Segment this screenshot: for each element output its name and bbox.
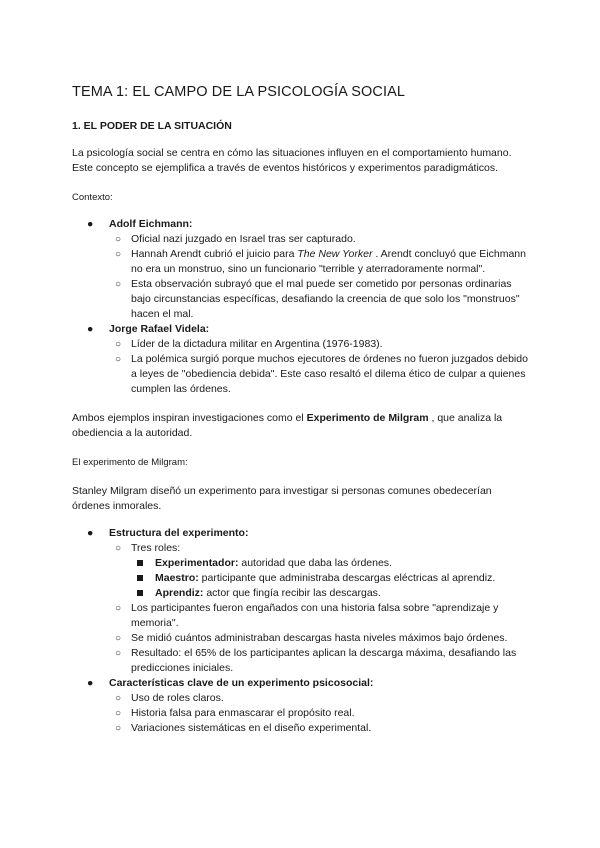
page-title: TEMA 1: EL CAMPO DE LA PSICOLOGÍA SOCIAL xyxy=(72,84,406,100)
list-item xyxy=(109,337,532,352)
role-item xyxy=(131,586,532,601)
item-text: Historia falsa para enmascarar el propósito real. xyxy=(131,707,355,719)
item-text: Variaciones sistemáticas en el diseño experimental. xyxy=(131,722,372,734)
bullet-circle-icon: ○ xyxy=(115,603,122,614)
bullet-disc-icon: ● xyxy=(87,323,94,335)
videla-name: Jorge Rafael Videla: xyxy=(109,323,210,335)
list-item xyxy=(109,646,532,676)
milgram-intro: Stanley Milgram diseñó un experimento para investigar si personas comunes obedecerían órdenes inmorales. xyxy=(72,485,492,512)
bullet-square-icon xyxy=(137,590,143,596)
list-item xyxy=(109,277,532,322)
bullet-disc-icon: ● xyxy=(87,527,94,539)
item-text: La polémica surgió porque muchos ejecutores de órdenes no fueron juzgados debido a leyes de "obediencia debida". Este caso resaltó el dilema ético de culpar a quienes cumplen las órdenes. xyxy=(131,353,528,395)
bullet-circle-icon: ○ xyxy=(115,354,122,365)
role-name: Experimentador: xyxy=(155,557,239,569)
bullet-circle-icon: ○ xyxy=(115,693,122,704)
summary-paragraph xyxy=(72,411,532,441)
videla-sublist xyxy=(109,337,532,397)
item-text: Líder de la dictadura militar en Argentina (1976-1983). xyxy=(131,338,383,350)
bullet-square-icon xyxy=(137,560,143,566)
item-text: Se midió cuántos administraban descargas hasta niveles máximos bajo órdenes. xyxy=(131,632,508,644)
eichmann-name: Adolf Eichmann: xyxy=(109,218,193,230)
list-item xyxy=(109,691,532,706)
structure-sublist xyxy=(109,541,532,676)
role-item xyxy=(131,556,532,571)
bullet-circle-icon: ○ xyxy=(115,249,122,260)
list-item-eichmann xyxy=(72,217,532,322)
section-heading: 1. EL PODER DE LA SITUACIÓN xyxy=(72,120,232,132)
bullet-circle-icon: ○ xyxy=(115,633,122,644)
bullet-circle-icon: ○ xyxy=(115,339,122,350)
list-item xyxy=(109,352,532,397)
features-heading: Características clave de un experimento psicosocial: xyxy=(109,677,374,689)
document-page xyxy=(72,84,532,736)
list-item xyxy=(109,601,532,631)
bullet-square-icon xyxy=(137,575,143,581)
roles-list xyxy=(131,556,532,601)
item-text: Resultado: el 65% de los participantes aplican la descarga máxima, desafiando las predicciones iniciales. xyxy=(131,647,517,674)
list-item-structure xyxy=(72,526,532,676)
bullet-disc-icon: ● xyxy=(87,677,94,689)
features-sublist xyxy=(109,691,532,736)
list-item xyxy=(109,631,532,646)
context-label: Contexto: xyxy=(72,192,113,203)
role-name: Maestro: xyxy=(155,572,199,584)
list-item-videla xyxy=(72,322,532,397)
milgram-term: Experimento de Milgram xyxy=(306,412,429,424)
bullet-circle-icon: ○ xyxy=(115,279,122,290)
bullet-circle-icon: ○ xyxy=(115,234,122,245)
summary-text: , que analiza la obediencia a la autoridad. xyxy=(72,412,503,439)
list-item xyxy=(109,541,532,601)
item-text: Hannah Arendt cubrió el juicio para xyxy=(131,248,298,260)
role-desc: participante que administraba descargas eléctricas al aprendiz. xyxy=(198,572,496,584)
bullet-circle-icon: ○ xyxy=(115,708,122,719)
list-item xyxy=(109,706,532,721)
milgram-label: El experimento de Milgram: xyxy=(72,457,188,468)
role-item xyxy=(131,571,532,586)
role-desc: autoridad que daba las órdenes. xyxy=(238,557,392,569)
eichmann-sublist xyxy=(109,232,532,322)
item-text: Esta observación subrayó que el mal puede ser cometido por personas ordinarias bajo circunstancias específicas, desafiando la creencia de que solo los "monstruos" hacen el mal. xyxy=(131,278,520,320)
bullet-disc-icon: ● xyxy=(87,218,94,230)
bullet-circle-icon: ○ xyxy=(115,648,122,659)
bullet-circle-icon: ○ xyxy=(115,543,122,554)
item-text: Los participantes fueron engañados con una historia falsa sobre "aprendizaje y memoria". xyxy=(131,602,499,629)
item-text: Oficial nazi juzgado en Israel tras ser capturado. xyxy=(131,233,356,245)
list-item xyxy=(109,721,532,736)
context-list xyxy=(72,217,532,397)
summary-text: Ambos ejemplos inspiran investigaciones como el xyxy=(72,412,307,424)
structure-heading: Estructura del experimento: xyxy=(109,527,249,539)
roles-label: Tres roles: xyxy=(131,542,181,554)
role-desc: actor que fingía recibir las descargas. xyxy=(203,587,381,599)
item-text: . Arendt concluyó que Eichmann no era un monstruo, sino un funcionario "terrible y aterradoramente normal". xyxy=(131,248,526,275)
list-item-features xyxy=(72,676,532,736)
publication-name: The New Yorker xyxy=(297,248,373,260)
role-name: Aprendiz: xyxy=(155,587,204,599)
list-item xyxy=(109,232,532,247)
intro-paragraph: La psicología social se centra en cómo las situaciones influyen en el comportamiento humano. Este concepto se ejemplifica a través de eventos históricos y experimentos paradigmáticos. xyxy=(72,147,512,174)
experiment-list xyxy=(72,526,532,736)
item-text: Uso de roles claros. xyxy=(131,692,224,704)
list-item xyxy=(109,247,532,277)
bullet-circle-icon: ○ xyxy=(115,723,122,734)
